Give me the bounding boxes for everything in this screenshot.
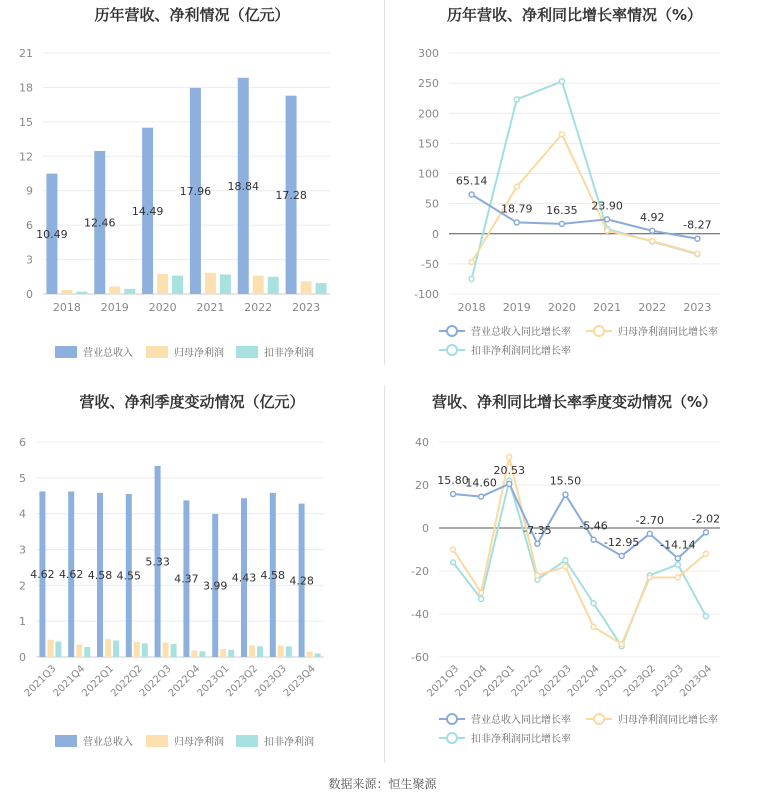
chart-title: 营收、净利季度变动情况（亿元） — [79, 393, 305, 411]
x-tick-label: 2023 — [683, 301, 712, 314]
point-series-0 — [479, 494, 484, 499]
bar-series-2 — [257, 646, 263, 657]
bar-series-1 — [163, 643, 169, 657]
x-tick-label: 2018 — [457, 301, 486, 314]
data-label: -5.46 — [579, 519, 608, 533]
point-series-1 — [563, 564, 568, 569]
data-label: -12.95 — [603, 535, 640, 549]
y-tick-label: 6 — [26, 219, 33, 233]
legend-label: 营业总收入 — [83, 348, 133, 359]
legend-item-series-2 — [236, 735, 314, 748]
bar-series-1 — [109, 287, 120, 294]
legend-swatch — [55, 735, 77, 747]
legend-swatch — [236, 735, 258, 747]
point-series-0 — [514, 220, 519, 225]
point-series-0 — [650, 228, 655, 233]
y-tick-label: 300 — [418, 47, 439, 60]
x-tick-label: 2023 — [292, 301, 321, 314]
point-series-2 — [563, 558, 568, 563]
quarterly-growth-rate-chart — [384, 385, 765, 765]
data-label: -8.27 — [683, 218, 712, 232]
point-series-2 — [469, 276, 474, 281]
bar-series-1 — [307, 652, 313, 657]
point-series-0 — [559, 221, 564, 226]
point-series-2 — [451, 560, 456, 565]
bar-series-1 — [134, 642, 140, 657]
bar-series-1 — [105, 639, 111, 657]
y-tick-label: 6 — [19, 436, 26, 449]
x-tick-label: 2022Q2 — [509, 663, 546, 700]
point-series-1 — [469, 260, 474, 265]
bar-series-2 — [142, 643, 148, 657]
y-tick-label: -60 — [411, 651, 429, 664]
y-tick-label: 18 — [19, 81, 33, 95]
bar-series-2 — [286, 646, 292, 657]
x-tick-label: 2023Q2 — [224, 663, 261, 700]
point-series-0 — [605, 217, 610, 222]
data-label: 17.28 — [275, 188, 307, 202]
bar-series-1 — [157, 274, 168, 294]
point-series-0 — [507, 481, 512, 486]
y-tick-label: 0 — [26, 288, 33, 301]
x-tick-label: 2022Q4 — [565, 663, 602, 700]
point-series-1 — [675, 575, 680, 580]
legend-label: 归母净利润同比增长率 — [618, 327, 718, 338]
line-series-2 — [472, 81, 698, 279]
bar-series-2 — [76, 292, 87, 294]
data-label: 4.62 — [58, 568, 84, 582]
bar-series-2 — [316, 283, 327, 294]
x-tick-label: 2023Q2 — [622, 663, 658, 700]
bar-series-1 — [249, 645, 255, 657]
x-tick-label: 2023Q1 — [593, 663, 630, 700]
bar-series-2 — [172, 276, 183, 294]
y-tick-label: 3 — [26, 253, 33, 267]
bar-series-1 — [253, 276, 264, 294]
y-tick-label: -50 — [421, 257, 439, 271]
y-tick-label: 250 — [418, 77, 439, 91]
point-series-1 — [703, 551, 708, 556]
line-series-2 — [453, 481, 706, 647]
point-series-0 — [563, 492, 568, 497]
x-tick-label: 2023Q4 — [678, 663, 715, 700]
bar-series-2 — [315, 653, 321, 657]
bar-series-1 — [278, 646, 284, 657]
data-label: 18.79 — [501, 202, 533, 216]
legend-item-series-0 — [55, 346, 133, 359]
point-series-0 — [647, 531, 652, 536]
legend-item-series-1 — [586, 713, 718, 726]
point-series-0 — [695, 236, 700, 241]
legend-label: 营业总收入同比增长率 — [471, 715, 571, 726]
bar-series-1 — [191, 651, 197, 657]
legend-marker-swatch — [594, 326, 604, 336]
x-tick-label: 2022Q4 — [166, 663, 203, 700]
x-tick-label: 2022Q1 — [481, 663, 518, 700]
legend-marker-swatch — [447, 345, 457, 355]
point-series-2 — [703, 614, 708, 619]
x-tick-label: 2020 — [547, 301, 576, 314]
y-tick-label: 40 — [415, 436, 429, 449]
point-series-2 — [559, 79, 564, 84]
legend-marker-swatch — [447, 326, 457, 336]
point-series-0 — [451, 492, 456, 497]
y-tick-label: 150 — [418, 137, 439, 151]
y-tick-label: -20 — [411, 565, 429, 578]
x-tick-label: 2022 — [244, 301, 273, 314]
chart-svg — [384, 385, 765, 765]
data-label: 14.49 — [131, 204, 164, 218]
data-source: 数据来源：恒生聚源 — [328, 777, 437, 791]
data-label: 4.55 — [116, 569, 142, 583]
bar-series-1 — [220, 649, 226, 657]
legend-label: 扣非净利润同比增长率 — [471, 734, 571, 745]
data-label: 4.37 — [174, 572, 199, 586]
y-tick-label: 9 — [26, 184, 33, 198]
chart-svg — [0, 0, 384, 370]
bar-series-2 — [55, 642, 61, 657]
x-tick-label: 2021Q4 — [51, 663, 88, 700]
x-tick-label: 2021Q3 — [425, 663, 462, 700]
legend-marker-swatch — [447, 714, 457, 724]
x-tick-label: 2020 — [148, 301, 177, 314]
bar-series-1 — [61, 290, 72, 294]
chart-svg — [0, 385, 384, 765]
y-tick-label: 100 — [418, 167, 439, 181]
bar-series-2 — [199, 651, 205, 657]
data-label: 14.60 — [465, 476, 497, 490]
legend-swatch — [236, 346, 258, 358]
data-label: 10.49 — [36, 227, 68, 241]
chart-title: 历年营收、净利情况（亿元） — [94, 6, 290, 24]
bar-series-1 — [47, 640, 53, 657]
bar-series-1 — [205, 273, 216, 294]
point-series-1 — [647, 575, 652, 580]
y-tick-label: 4 — [19, 507, 26, 521]
data-label: 23.90 — [591, 199, 623, 213]
x-tick-label: 2022Q3 — [537, 663, 574, 700]
legend-item-series-2 — [439, 344, 571, 357]
legend-label: 扣非净利润 — [264, 737, 314, 748]
chart-svg — [384, 0, 765, 370]
data-label: -2.02 — [691, 512, 721, 526]
bar-series-2 — [220, 274, 231, 294]
bar-series-2 — [84, 647, 90, 657]
data-label: 18.84 — [227, 179, 259, 193]
data-label: 16.35 — [546, 203, 578, 217]
bar-series-1 — [76, 644, 82, 657]
data-label: -2.70 — [635, 513, 664, 527]
legend-label: 营业总收入同比增长率 — [471, 327, 571, 338]
data-label: 17.96 — [179, 184, 212, 198]
bar-series-2 — [228, 650, 234, 657]
data-label: 15.80 — [437, 474, 469, 488]
y-tick-label: 200 — [418, 107, 439, 121]
legend-item-series-1 — [146, 735, 224, 748]
data-label: 3.99 — [202, 579, 228, 593]
data-label: -7.35 — [523, 523, 552, 537]
point-series-0 — [535, 541, 540, 546]
y-tick-label: 50 — [425, 197, 439, 211]
point-series-0 — [619, 553, 624, 558]
legend-item-series-1 — [586, 325, 718, 338]
data-label: 12.46 — [84, 216, 116, 230]
x-tick-label: 2021Q3 — [22, 663, 59, 700]
data-label: 4.58 — [87, 568, 113, 582]
legend-marker-swatch — [594, 714, 604, 724]
data-label: 20.53 — [493, 463, 525, 477]
point-series-0 — [591, 537, 596, 542]
point-series-1 — [559, 132, 564, 137]
annual-revenue-profit-chart — [0, 0, 384, 370]
y-tick-label: 0 — [422, 522, 429, 535]
legend-item-series-0 — [439, 713, 571, 726]
legend-label: 扣非净利润 — [264, 348, 314, 359]
y-tick-label: 1 — [19, 615, 26, 629]
y-tick-label: 12 — [19, 150, 33, 164]
bar-series-1 — [301, 281, 312, 294]
y-tick-label: 20 — [415, 479, 429, 492]
legend-item-series-2 — [439, 732, 571, 745]
point-series-0 — [703, 530, 708, 535]
bar-series-2 — [113, 641, 119, 657]
point-series-1 — [451, 547, 456, 552]
x-tick-label: 2022 — [638, 301, 667, 314]
legend-item-series-0 — [439, 325, 571, 338]
y-tick-label: -100 — [414, 288, 439, 301]
chart-title: 营收、净利同比增长率季度变动情况（%） — [431, 393, 718, 411]
point-series-1 — [605, 228, 610, 233]
data-label: 5.33 — [145, 555, 170, 569]
data-label: 65.14 — [455, 174, 488, 188]
point-series-1 — [507, 455, 512, 460]
y-tick-label: 3 — [19, 543, 26, 557]
legend-swatch — [55, 346, 77, 358]
legend-item-series-1 — [146, 346, 224, 359]
point-series-1 — [619, 642, 624, 647]
y-tick-label: 15 — [19, 115, 33, 129]
x-tick-label: 2022Q1 — [80, 663, 117, 700]
y-tick-label: -40 — [411, 608, 429, 621]
x-tick-label: 2021 — [593, 301, 622, 314]
quarterly-revenue-profit-chart — [0, 385, 384, 765]
legend-label: 营业总收入 — [83, 737, 133, 748]
x-tick-label: 2019 — [502, 301, 531, 314]
point-series-1 — [650, 238, 655, 243]
x-tick-label: 2023Q1 — [195, 663, 232, 700]
x-tick-label: 2023Q4 — [281, 663, 318, 700]
x-tick-label: 2019 — [100, 301, 129, 314]
data-label: 4.58 — [260, 568, 286, 582]
x-tick-label: 2023Q3 — [650, 663, 686, 700]
y-tick-label: 5 — [19, 471, 26, 485]
point-series-1 — [535, 573, 540, 578]
legend-swatch — [146, 346, 168, 358]
data-label: 15.50 — [549, 474, 582, 488]
y-tick-label: 2 — [19, 579, 26, 593]
legend-marker-swatch — [447, 733, 457, 743]
legend-item-series-0 — [55, 735, 133, 748]
point-series-1 — [591, 624, 596, 629]
point-series-1 — [695, 251, 700, 256]
x-tick-label: 2022Q3 — [137, 663, 174, 700]
data-label: 4.92 — [640, 210, 665, 224]
legend-label: 归母净利润 — [174, 348, 224, 359]
data-label: -14.14 — [660, 538, 696, 552]
bar-series-2 — [268, 277, 279, 294]
bar-series-2 — [171, 644, 177, 657]
x-tick-label: 2018 — [52, 301, 81, 314]
y-tick-label: 0 — [432, 227, 439, 241]
point-series-2 — [514, 97, 519, 102]
legend-label: 归母净利润 — [174, 737, 224, 748]
point-series-1 — [479, 590, 484, 595]
chart-title: 历年营收、净利同比增长率情况（%） — [446, 6, 703, 24]
x-tick-label: 2022Q2 — [109, 663, 145, 700]
annual-growth-rate-chart — [384, 0, 765, 370]
x-tick-label: 2023Q3 — [253, 663, 289, 700]
bar-series-2 — [124, 289, 135, 294]
point-series-0 — [469, 192, 474, 197]
point-series-2 — [479, 596, 484, 601]
legend-label: 扣非净利润同比增长率 — [471, 346, 571, 357]
data-label: 4.28 — [289, 574, 314, 588]
point-series-1 — [514, 184, 519, 189]
data-label: 4.43 — [231, 571, 257, 585]
y-tick-label: 21 — [19, 47, 33, 60]
point-series-0 — [675, 556, 680, 561]
point-series-2 — [591, 601, 596, 606]
legend-label: 归母净利润同比增长率 — [618, 715, 718, 726]
x-tick-label: 2021 — [196, 301, 225, 314]
point-series-2 — [675, 562, 680, 567]
legend-swatch — [146, 735, 168, 747]
y-tick-label: 0 — [19, 651, 26, 664]
legend-item-series-2 — [236, 346, 314, 359]
data-label: 4.62 — [30, 568, 55, 582]
x-tick-label: 2021Q4 — [453, 663, 490, 700]
